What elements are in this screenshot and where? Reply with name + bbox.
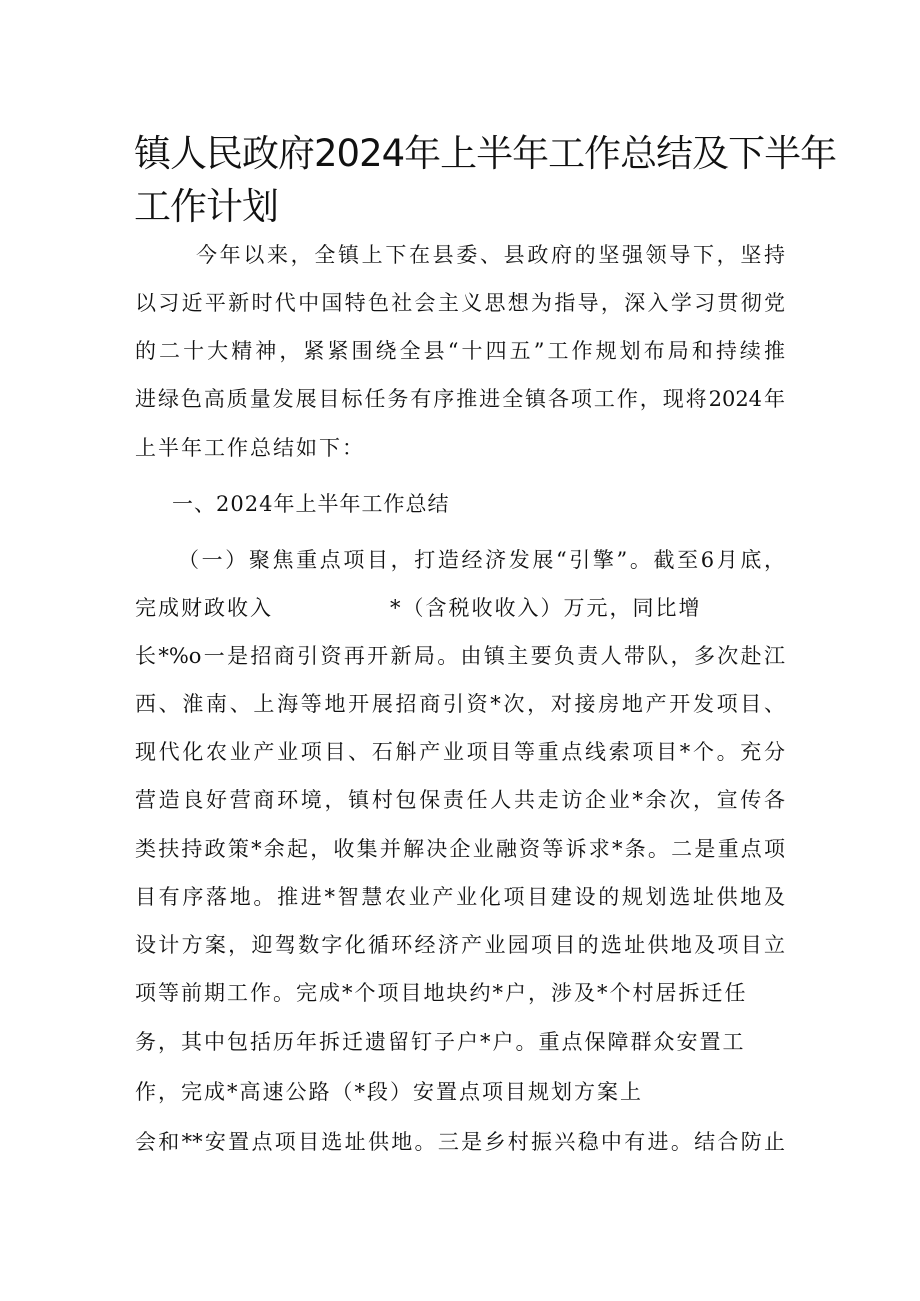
subsection-line-10: 项等前期工作。完成*个项目地块约*户，涉及*个村居拆迁任 bbox=[135, 981, 748, 1005]
document-title-line-1: 镇人民政府2024年上半年工作总结及下半年 bbox=[134, 132, 837, 175]
document-title-line-2: 工作计划 bbox=[134, 185, 278, 228]
intro-line-5: 上半年工作总结如下： bbox=[135, 436, 365, 460]
intro-line-1: 今年以来，全镇上下在县委、县政府的坚强领导下，坚持 bbox=[196, 243, 785, 267]
subsection-line-8: 目有序落地。推进*智慧农业产业化项目建设的规划选址供地及 bbox=[135, 885, 785, 909]
subsection-line-2b: *（含税收收入）万元，同比增 bbox=[390, 596, 702, 620]
subsection-line-5: 现代化农业产业项目、石斛产业项目等重点线索项目*个。充分 bbox=[135, 740, 785, 764]
subsection-line-7: 类扶持政策*余起，收集并解决企业融资等诉求*条。二是重点项 bbox=[135, 837, 785, 861]
intro-line-2: 以习近平新时代中国特色社会主义思想为指导，深入学习贯彻党 bbox=[135, 291, 785, 315]
subsection-line-11: 务，其中包括历年拆迁遗留钉子户*户。重点保障群众安置工 bbox=[135, 1030, 746, 1054]
subsection-line-1: （一）聚焦重点项目，打造经济发展“引擎”。截至6月底， bbox=[178, 548, 785, 572]
subsection-line-12: 作，完成*高速公路（*段）安置点项目规划方案上 bbox=[135, 1080, 643, 1104]
subsection-line-2a: 完成财政收入 bbox=[135, 596, 273, 620]
subsection-line-6: 营造良好营商环境，镇村包保责任人共走访企业*余次，宣传各 bbox=[135, 788, 785, 812]
section-heading: 一、2024年上半年工作总结 bbox=[172, 492, 450, 516]
subsection-line-9: 设计方案，迎驾数字化循环经济产业园项目的选址供地及项目立 bbox=[135, 933, 785, 957]
subsection-line-4: 西、淮南、上海等地开展招商引资*次，对接房地产开发项目、 bbox=[135, 692, 785, 716]
intro-line-3: 的二十大精神，紧紧围绕全县“十四五”工作规划布局和持续推 bbox=[135, 339, 785, 363]
intro-line-4: 进绿色高质量发展目标任务有序推进全镇各项工作，现将2024年 bbox=[135, 387, 785, 411]
subsection-line-13: 会和**安置点项目选址供地。三是乡村振兴稳中有进。结合防止 bbox=[135, 1130, 785, 1154]
subsection-line-3: 长*%o一是招商引资再开新局。由镇主要负责人带队，多次赴江 bbox=[135, 644, 785, 668]
